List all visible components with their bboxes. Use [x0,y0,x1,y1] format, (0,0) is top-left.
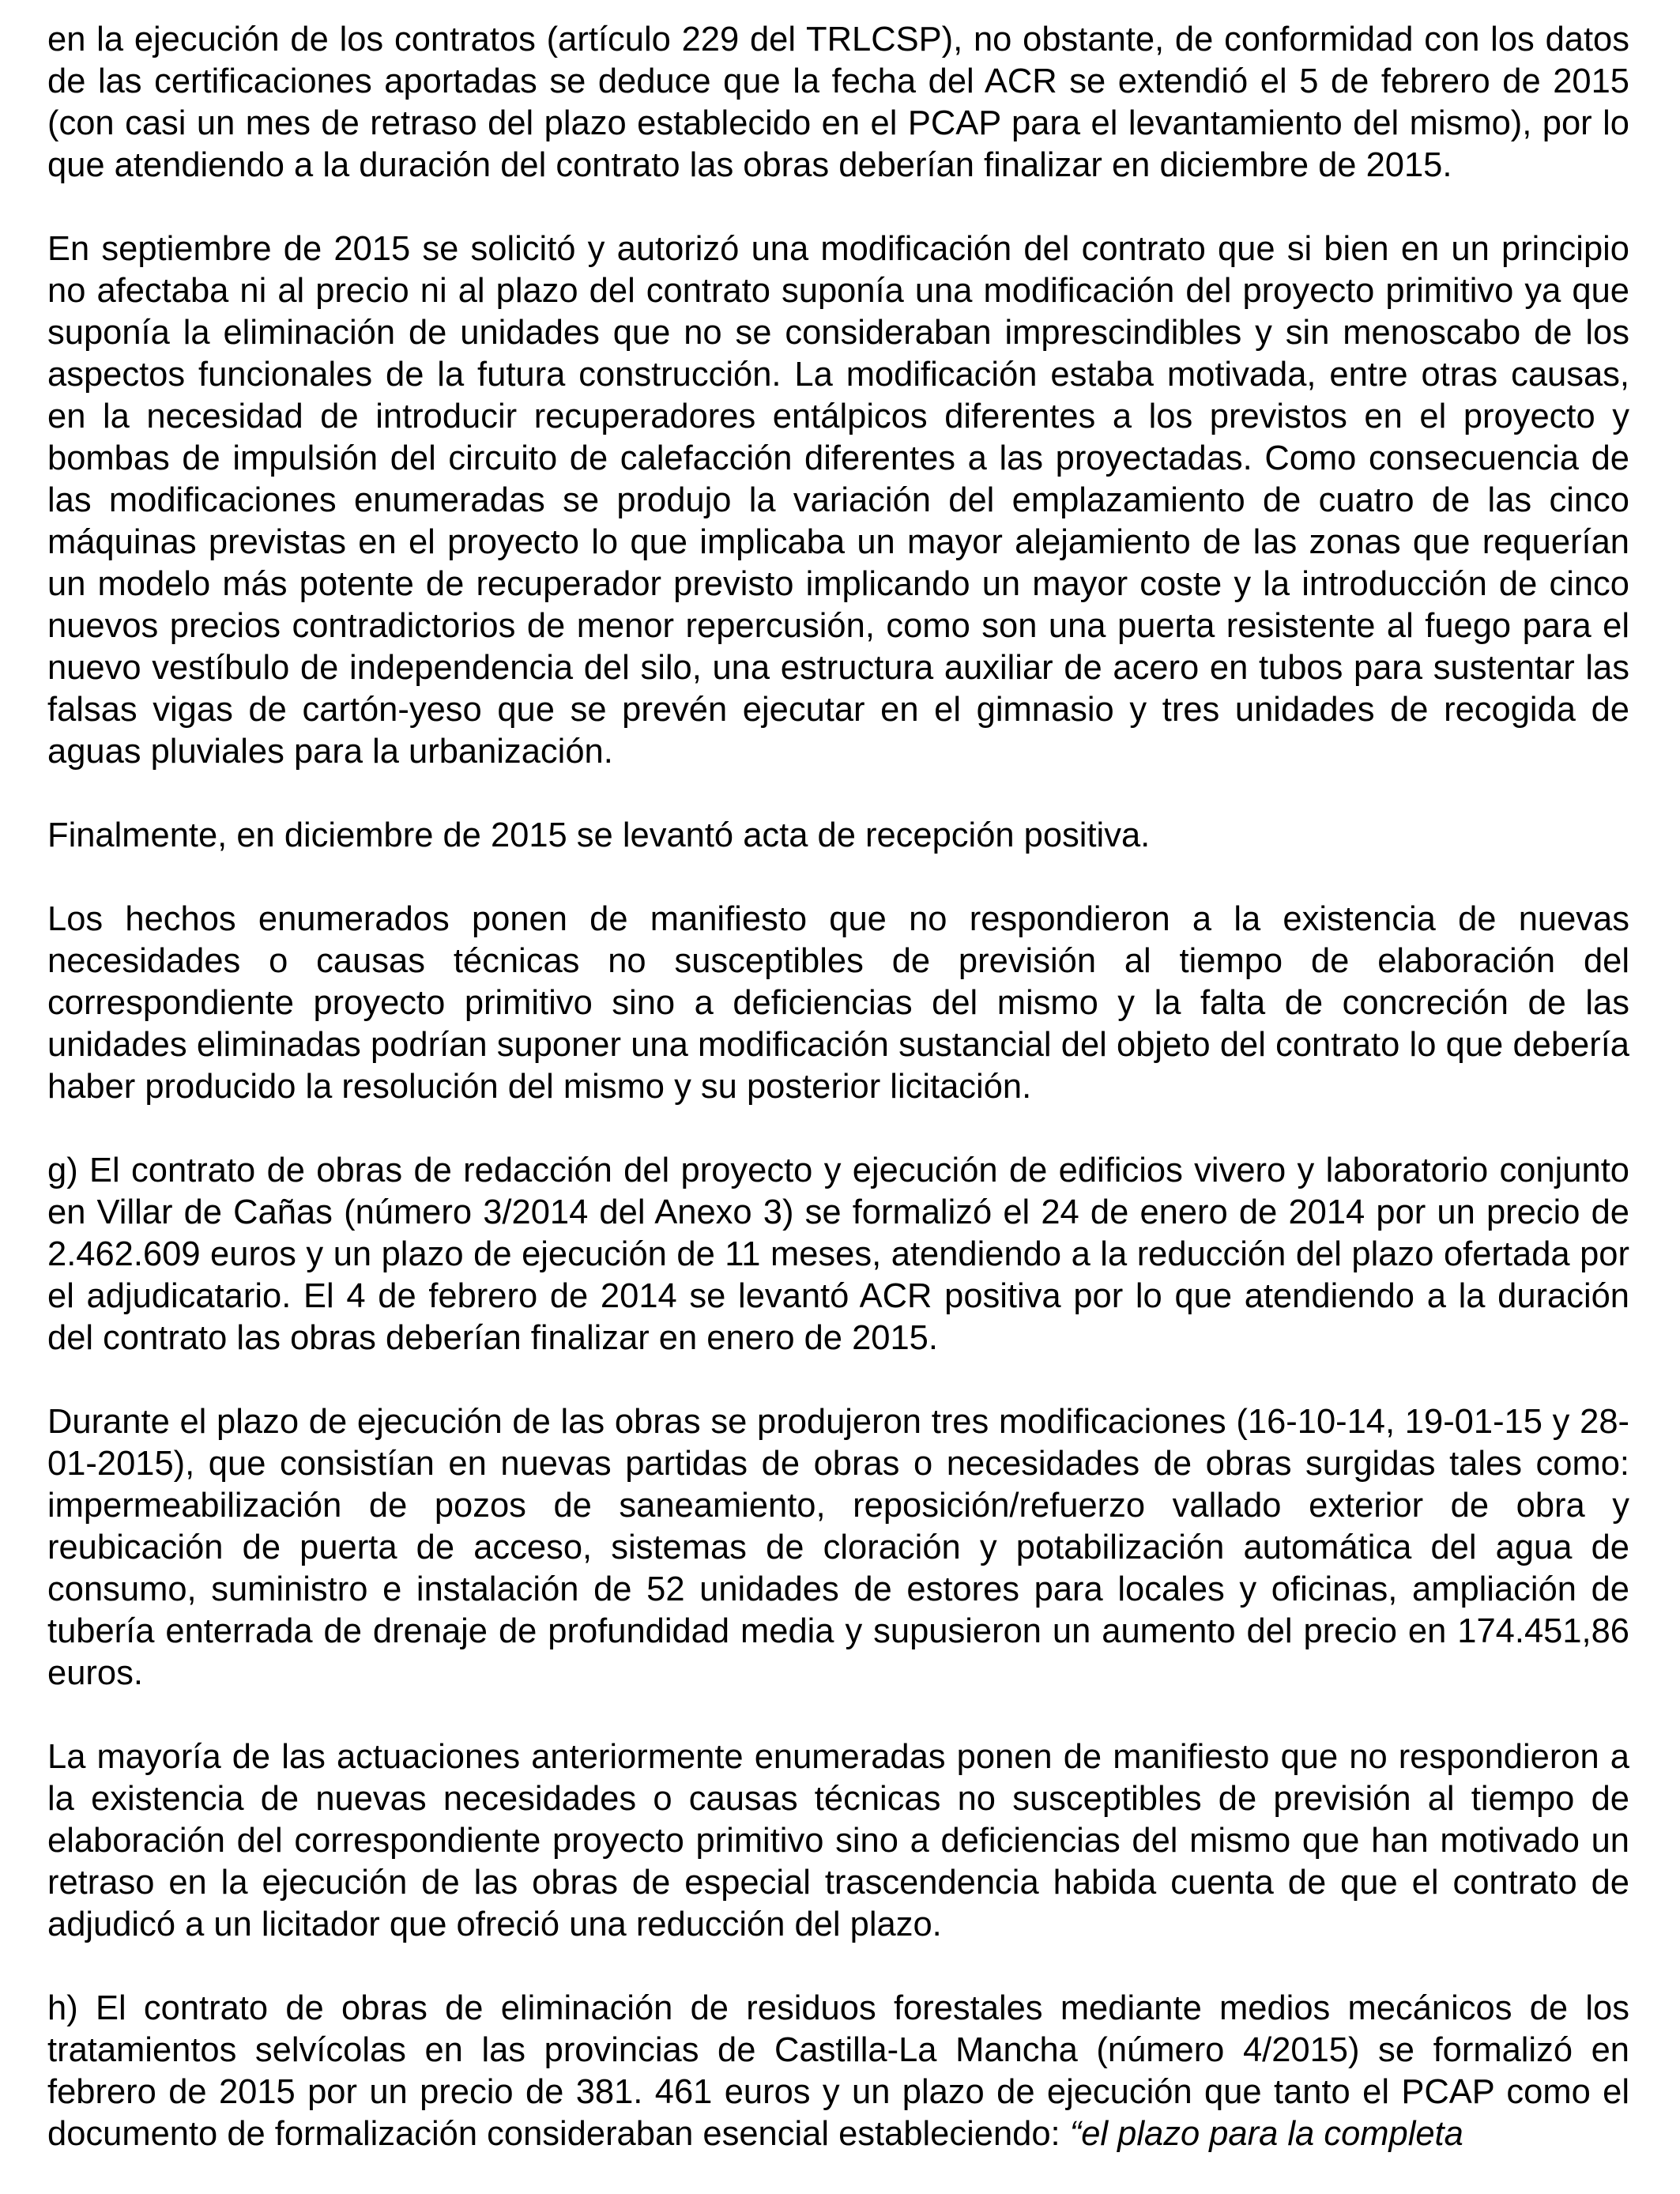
paragraph-8-text: h) El contrato de obras de eliminación de residuos forestales mediante medios mecánicos de los tratamientos selvícolas en las provincias de Castilla-La Mancha (número 4/2015) se formalizó en febrero de 2015 por un precio de 381. 461 euros y un plazo de ejecución que tanto el PCAP como el documento de formalización consideraban esencial estableciendo: [47,1989,1629,2153]
paragraph-2: En septiembre de 2015 se solicitó y autorizó una modificación del contrato que si bien en un principio no afectaba ni al precio ni al plazo del contrato suponía una modificación del proyecto primitivo ya que suponía la eliminación de unidades que no se consideraban imprescindibles y sin menoscabo de los aspectos funcionales de la futura construcción. La modificación estaba motivada, entre otras causas, en la necesidad de introducir recuperadores entálpicos diferentes a los previstos en el proyecto y bombas de impulsión del circuito de calefacción diferentes a las proyectadas. Como consecuencia de las modificaciones enumeradas se produjo la variación del emplazamiento de cuatro de las cinco máquinas previstas en el proyecto lo que implicaba un mayor alejamiento de las zonas que requerían un modelo más potente de recuperador previsto implicando un mayor coste y la introducción de cinco nuevos precios contradictorios de menor repercusión, como son una puerta resistente al fuego para el nuevo vestíbulo de independencia del silo, una estructura auxiliar de acero en tubos para sustentar las falsas vigas de cartón-yeso que se prevén ejecutar en el gimnasio y tres unidades de recogida de aguas pluviales para la urbanización. [47,230,1629,771]
paragraph-3: Finalmente, en diciembre de 2015 se levantó acta de recepción positiva. [47,816,1151,854]
paragraph-4: Los hechos enumerados ponen de manifiesto que no respondieron a la existencia de nuevas necesidades o causas técnicas no susceptibles de previsión al tiempo de elaboración del correspondiente proyecto primitivo sino a deficiencias del mismo y la falta de concreción de las unidades eliminadas podrían suponer una modificación sustancial del objeto del contrato lo que debería haber producido la resolución del mismo y su posterior licitación. [47,900,1629,1106]
paragraph-8-quote: “el plazo para la completa [1069,2115,1463,2153]
paragraph-6: Durante el plazo de ejecución de las obras se produjeron tres modificaciones (16-10-14, 19-01-15 y 28-01-2015), que consistían en nuevas partidas de obras o necesidades de obras surgidas tales como: impermeabilización de pozos de saneamiento, reposición/refuerzo vallado exterior de obra y reubicación de puerta de acceso, sistemas de cloración y potabilización automática del agua de consumo, suministro e instalación de 52 unidades de estores para locales y oficinas, ampliación de tubería enterrada de drenaje de profundidad media y supusieron un aumento del precio en 174.451,86 euros. [47,1403,1629,1692]
paragraph-5: g) El contrato de obras de redacción del proyecto y ejecución de edificios vivero y laboratorio conjunto en Villar de Cañas (número 3/2014 del Anexo 3) se formalizó el 24 de enero de 2014 por un precio de 2.462.609 euros y un plazo de ejecución de 11 meses, atendiendo a la reducción del plazo ofertada por el adjudicatario. El 4 de febrero de 2014 se levantó ACR positiva por lo que atendiendo a la duración del contrato las obras deberían finalizar en enero de 2015. [47,1152,1629,1357]
document-page [47,19,1629,2155]
paragraph-8 [47,1988,1629,2155]
paragraph-7: La mayoría de las actuaciones anteriormente enumeradas ponen de manifiesto que no respondieron a la existencia de nuevas necesidades o causas técnicas no susceptibles de previsión al tiempo de elaboración del correspondiente proyecto primitivo sino a deficiencias del mismo que han motivado un retraso en la ejecución de las obras de especial trascendencia habida cuenta de que el contrato de adjudicó a un licitador que ofreció una reducción del plazo. [47,1738,1629,1943]
paragraph-1: en la ejecución de los contratos (artículo 229 del TRLCSP), no obstante, de conformidad con los datos de las certificaciones aportadas se deduce que la fecha del ACR se extendió el 5 de febrero de 2015 (con casi un mes de retraso del plazo establecido en el PCAP para el levantamiento del mismo), por lo que atendiendo a la duración del contrato las obras deberían finalizar en diciembre de 2015. [47,21,1629,184]
